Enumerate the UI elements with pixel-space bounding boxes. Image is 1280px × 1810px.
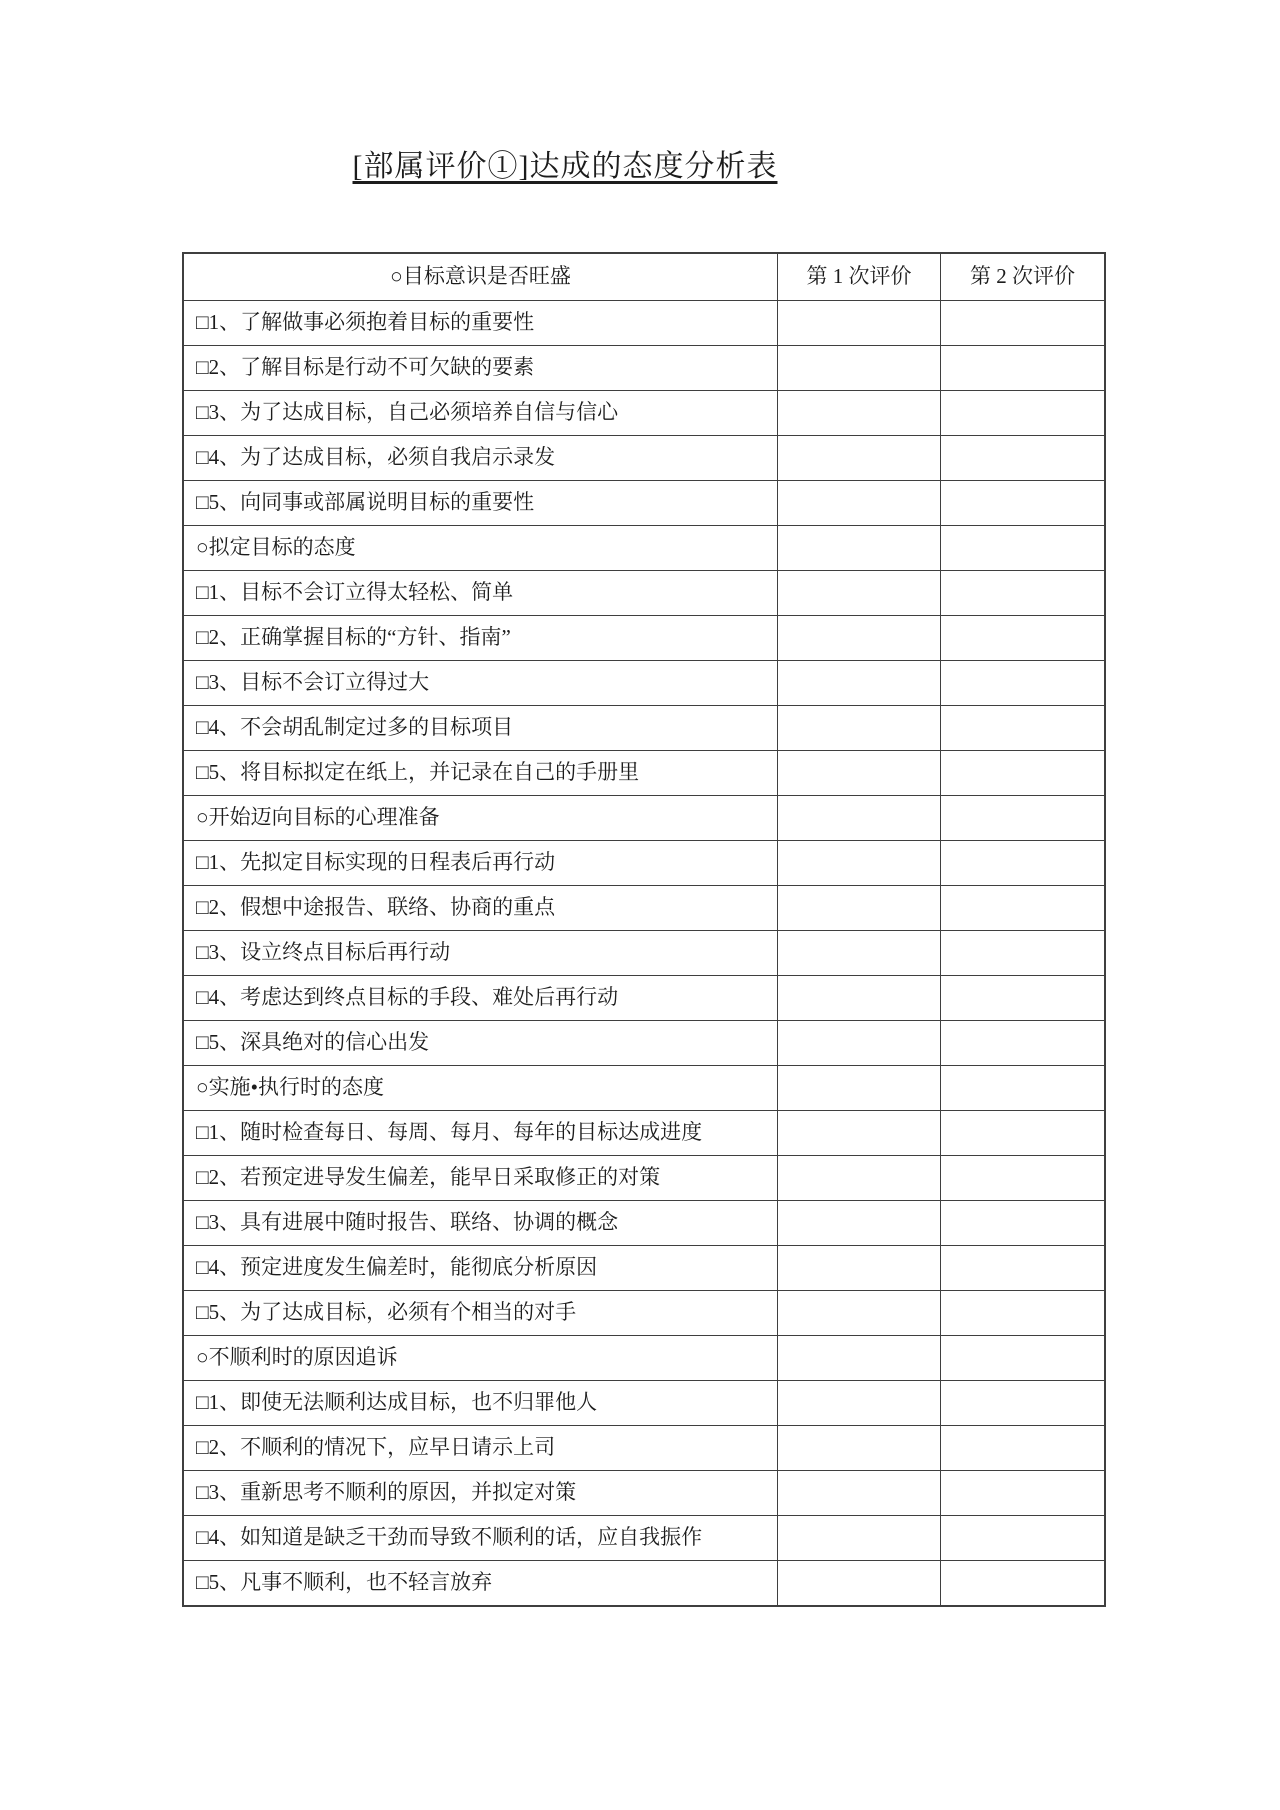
section-row [183,1336,1105,1381]
first-evaluation-cell [778,1561,941,1607]
second-evaluation-cell [941,1246,1106,1291]
first-evaluation-cell [778,751,941,796]
second-evaluation-cell [941,1201,1106,1246]
item-label: □2、若预定进导发生偏差，能早日采取修正的对策 [183,1156,778,1201]
item-row [183,301,1105,346]
item-label: □1、了解做事必须抱着目标的重要性 [183,301,778,346]
second-evaluation-cell [941,886,1106,931]
table-body [183,301,1105,1607]
item-row [183,1381,1105,1426]
item-label: □4、为了达成目标，必须自我启示录发 [183,436,778,481]
second-evaluation-cell [941,1561,1106,1607]
second-evaluation-cell [941,1156,1106,1201]
second-evaluation-cell [941,481,1106,526]
first-evaluation-cell [778,796,941,841]
first-evaluation-cell [778,526,941,571]
item-row [183,616,1105,661]
item-label: □5、凡事不顺利，也不轻言放弃 [183,1561,778,1607]
item-label: □1、随时检查每日、每周、每月、每年的目标达成进度 [183,1111,778,1156]
second-evaluation-cell [941,391,1106,436]
item-row [183,1156,1105,1201]
item-row [183,706,1105,751]
item-label: □3、具有进展中随时报告、联络、协调的概念 [183,1201,778,1246]
first-evaluation-cell [778,1291,941,1336]
second-evaluation-cell [941,706,1106,751]
attitude-analysis-table [182,252,1106,1607]
table-header-row [183,253,1105,301]
first-evaluation-cell [778,1426,941,1471]
item-row [183,1561,1105,1607]
item-label: □1、先拟定目标实现的日程表后再行动 [183,841,778,886]
second-evaluation-cell [941,1066,1106,1111]
item-label: □3、目标不会订立得过大 [183,661,778,706]
item-row [183,1471,1105,1516]
item-label: □1、目标不会订立得太轻松、简单 [183,571,778,616]
first-evaluation-cell [778,886,941,931]
second-evaluation-cell [941,841,1106,886]
first-evaluation-cell [778,481,941,526]
item-label: □3、重新思考不顺利的原因，并拟定对策 [183,1471,778,1516]
section-row [183,796,1105,841]
item-label: □1、即使无法顺利达成目标，也不归罪他人 [183,1381,778,1426]
second-evaluation-cell [941,976,1106,1021]
item-label: □5、为了达成目标，必须有个相当的对手 [183,1291,778,1336]
second-evaluation-cell [941,1111,1106,1156]
second-evaluation-cell [941,1381,1106,1426]
second-evaluation-cell [941,751,1106,796]
item-row [183,1426,1105,1471]
item-label: □4、如知道是缺乏干劲而导致不顺利的话，应自我振作 [183,1516,778,1561]
item-label: □2、不顺利的情况下，应早日请示上司 [183,1426,778,1471]
first-evaluation-cell [778,841,941,886]
section-row [183,1066,1105,1111]
item-row [183,976,1105,1021]
item-row [183,1516,1105,1561]
first-evaluation-cell [778,436,941,481]
item-row [183,661,1105,706]
second-evaluation-cell [941,1516,1106,1561]
first-evaluation-cell [778,1336,941,1381]
second-evaluation-cell [941,436,1106,481]
item-row [183,931,1105,976]
first-evaluation-cell [778,301,941,346]
second-evaluation-cell [941,1291,1106,1336]
second-evaluation-cell [941,526,1106,571]
item-label: □4、不会胡乱制定过多的目标项目 [183,706,778,751]
page-title: [部属评价①]达成的态度分析表 [352,150,778,183]
second-evaluation-cell [941,796,1106,841]
second-evaluation-cell [941,301,1106,346]
item-row [183,1021,1105,1066]
section-label: ○拟定目标的态度 [183,526,778,571]
first-evaluation-cell [778,1471,941,1516]
item-label: □3、设立终点目标后再行动 [183,931,778,976]
first-evaluation-cell [778,1111,941,1156]
first-evaluation-cell [778,1381,941,1426]
second-evaluation-cell [941,1021,1106,1066]
item-row [183,751,1105,796]
item-row [183,886,1105,931]
header-first-evaluation-column: 第 1 次评价 [778,253,941,301]
first-evaluation-cell [778,616,941,661]
item-label: □4、预定进度发生偏差时，能彻底分析原因 [183,1246,778,1291]
header-second-evaluation-column: 第 2 次评价 [941,253,1106,301]
second-evaluation-cell [941,571,1106,616]
first-evaluation-cell [778,391,941,436]
section-label: ○开始迈向目标的心理准备 [183,796,778,841]
first-evaluation-cell [778,1201,941,1246]
section-row [183,526,1105,571]
first-evaluation-cell [778,931,941,976]
table-head [183,253,1105,301]
second-evaluation-cell [941,1336,1106,1381]
first-evaluation-cell [778,1021,941,1066]
item-row [183,391,1105,436]
item-label: □3、为了达成目标，自己必须培养自信与信心 [183,391,778,436]
first-evaluation-cell [778,1156,941,1201]
second-evaluation-cell [941,346,1106,391]
first-evaluation-cell [778,346,941,391]
second-evaluation-cell [941,931,1106,976]
item-row [183,1291,1105,1336]
item-row [183,346,1105,391]
second-evaluation-cell [941,1471,1106,1516]
item-label: □4、考虑达到终点目标的手段、难处后再行动 [183,976,778,1021]
item-label: □2、假想中途报告、联络、协商的重点 [183,886,778,931]
item-label: □5、将目标拟定在纸上，并记录在自己的手册里 [183,751,778,796]
second-evaluation-cell [941,1426,1106,1471]
second-evaluation-cell [941,661,1106,706]
first-evaluation-cell [778,1066,941,1111]
item-row [183,1246,1105,1291]
first-evaluation-cell [778,571,941,616]
item-row [183,1111,1105,1156]
first-evaluation-cell [778,1516,941,1561]
section-label: ○不顺利时的原因追诉 [183,1336,778,1381]
title-area [0,141,1130,185]
item-label: □5、深具绝对的信心出发 [183,1021,778,1066]
item-row [183,481,1105,526]
second-evaluation-cell [941,616,1106,661]
item-label: □2、正确掌握目标的“方针、指南” [183,616,778,661]
item-label: □2、了解目标是行动不可欠缺的要素 [183,346,778,391]
item-row [183,841,1105,886]
section-label: ○实施•执行时的态度 [183,1066,778,1111]
first-evaluation-cell [778,706,941,751]
header-question-column: ○目标意识是否旺盛 [183,253,778,301]
first-evaluation-cell [778,1246,941,1291]
first-evaluation-cell [778,661,941,706]
item-label: □5、向同事或部属说明目标的重要性 [183,481,778,526]
item-row [183,1201,1105,1246]
item-row [183,571,1105,616]
item-row [183,436,1105,481]
first-evaluation-cell [778,976,941,1021]
